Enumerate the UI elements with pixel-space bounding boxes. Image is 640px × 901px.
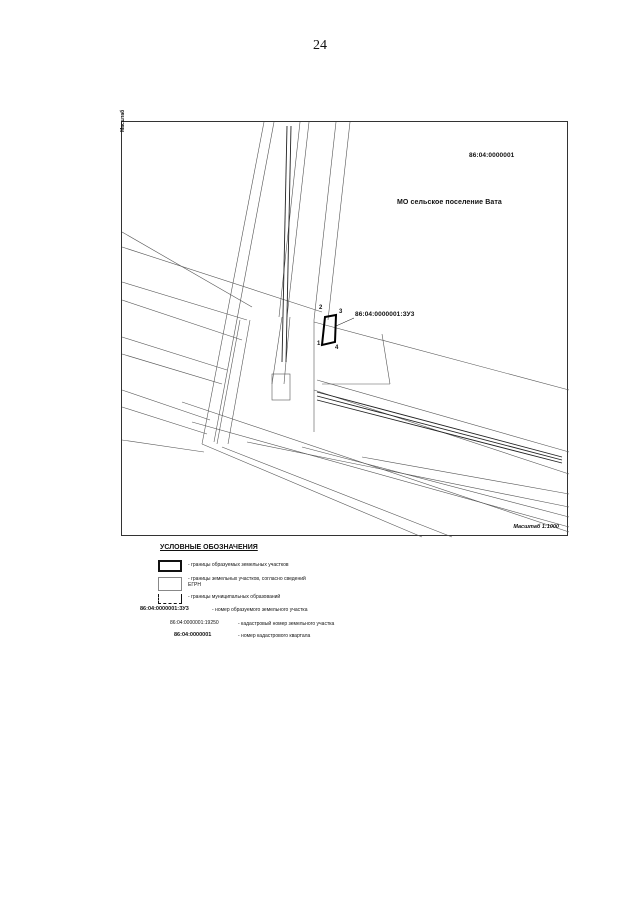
legend-symbol-cadastral-number: 86:04:0000001:19250 (170, 620, 219, 626)
parcel-boundary (217, 320, 240, 444)
legend-text-block-number: - номер кадастрового квартала (238, 633, 311, 639)
legend-text-egrn-parcel: - границы земельных участков, согласно сведений ЕГРН (188, 576, 306, 588)
parcel-boundary (122, 390, 210, 420)
road-edge (222, 447, 452, 537)
road-edge (362, 457, 569, 494)
rail-lines (282, 126, 562, 463)
municipality-label: МО сельское поселение Вата (397, 199, 502, 206)
legend-text-parcel-number: - номер образуемого земельного участка (212, 607, 308, 613)
legend-text-cadastral-number: - кадастровый номер земельного участка (238, 621, 335, 627)
point-label-4: 4 (335, 345, 339, 351)
road-edge (182, 402, 569, 532)
point-label-1: 1 (317, 341, 321, 347)
legend-swatch-new-parcel (158, 560, 182, 572)
legend-swatch-municipality (158, 594, 182, 604)
legend-symbol-parcel-number: 86:04:0000001:ЗУ3 (140, 606, 189, 612)
parcel-boundary (122, 247, 322, 312)
parcel-boundary (314, 322, 569, 390)
parcel-label: 86:04:0000001:ЗУ3 (355, 311, 415, 318)
north-label: Масштаб (120, 109, 126, 132)
parcel-boundary (122, 354, 222, 384)
parcel-boundary (122, 300, 242, 340)
road-edge (214, 122, 274, 442)
parcel-boundary (122, 407, 207, 434)
point-label-3: 3 (339, 309, 343, 315)
cadastral-map (120, 109, 568, 536)
legend-symbol-block-number: 86:04:0000001 (174, 632, 212, 638)
parcel-leader-line (336, 318, 354, 326)
road-edge (202, 444, 422, 537)
road-edge (328, 122, 350, 320)
legend-swatch-egrn-parcel (158, 577, 182, 591)
road-edge (192, 422, 569, 527)
building-outline (272, 374, 290, 400)
parcel-boundary (122, 337, 227, 370)
road-edge (314, 122, 336, 320)
map-linework (122, 122, 569, 537)
road-edge (302, 447, 569, 517)
legend-text-new-parcel: - границы образуемых земельных участков (188, 562, 289, 568)
parcel-boundary (122, 282, 247, 320)
parcel-boundary (317, 380, 569, 452)
legend-title: УСЛОВНЫЕ ОБОЗНАЧЕНИЯ (160, 544, 258, 551)
legend-text-municipality: - границы муниципальных образований (188, 594, 281, 600)
road-edge (279, 122, 300, 317)
parcel-boundary (122, 232, 252, 307)
block-number-label: 86:04:0000001 (469, 152, 515, 159)
parcel-boundary (122, 440, 204, 452)
page-number: 24 (313, 38, 327, 53)
point-label-2: 2 (319, 305, 323, 311)
parcel-zu3-outline (322, 315, 336, 345)
parcel-boundary (228, 320, 250, 444)
scale-label: Масштаб 1:1000 (513, 524, 559, 530)
